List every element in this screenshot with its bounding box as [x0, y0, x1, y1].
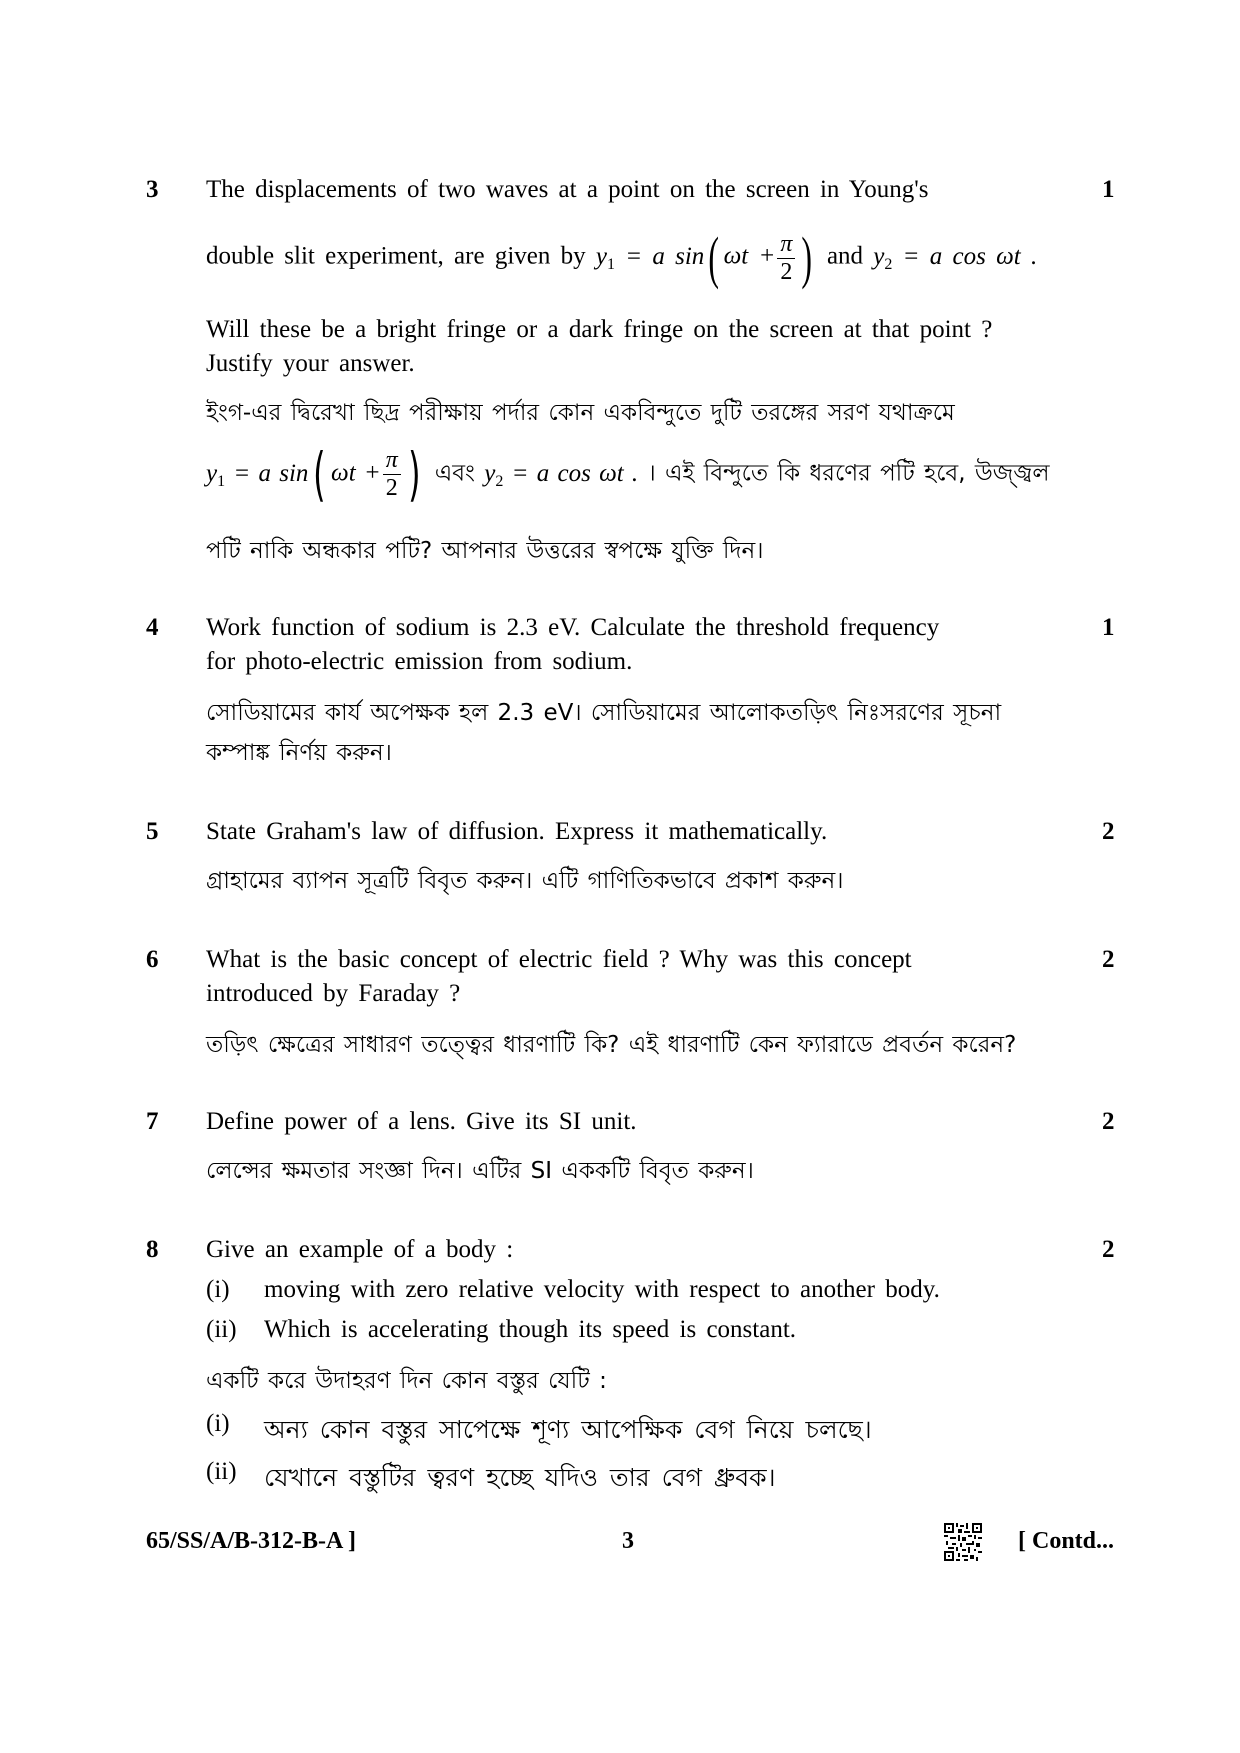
- sub-item-label: (ii): [206, 1458, 237, 1485]
- fraction-pi-over-2: $\frac{\pi}{2}$: [777, 231, 795, 286]
- question-marks: 2: [1102, 1108, 1115, 1135]
- equation-line-bn: $y_1 = a$ sin( ωt + $\frac{\pi}{2}$ ) এবং $y_2 = a$ cos ωt . । এই বিন্দুতে কি ধরণের পটি হবে, উজ্জ্বল: [206, 440, 1050, 508]
- question-number: 8: [146, 1236, 159, 1263]
- equation-line: double slit experiment, are given by $y_1 = a$ sin( ωt + $\frac{\pi}{2}$ ) and $y_2 = a$ cos ωt .: [206, 225, 1038, 290]
- sub-item-label: (i): [206, 1410, 230, 1437]
- question-text-bn: ইংগ-এর দ্বিরেখা ছিদ্র পরীক্ষায় পর্দার কোন একবিন্দুতে দুটি তরঙ্গের সরণ যথাক্রমে: [206, 400, 955, 426]
- question-marks: 1: [1102, 614, 1115, 641]
- question-text-bn: লেন্সের ক্ষমতার সংজ্ঞা দিন। এটির SI এককটি বিবৃত করুন।: [206, 1158, 754, 1184]
- equation-y2: $y_2 = a$ cos ωt .: [873, 242, 1038, 273]
- question-text-bn: গ্রাহামের ব্যাপন সূত্রটি বিবৃত করুন। এটি গাণিতিকভাবে প্রকাশ করুন।: [206, 868, 844, 894]
- question-text-en: Work function of sodium is 2.3 eV. Calculate the threshold frequency: [206, 614, 940, 641]
- sub-item-text: যেখানে বস্তুটির ত্বরণ হচ্ছে যদিও তার বেগ ধ্রুবক।: [264, 1463, 776, 1492]
- question-marks: 1: [1102, 176, 1115, 203]
- question-marks: 2: [1102, 1236, 1115, 1263]
- question-text-en: State Graham's law of diffusion. Express it mathematically.: [206, 818, 828, 845]
- question-number: 7: [146, 1108, 159, 1135]
- question-text-en: What is the basic concept of electric field ? Why was this concept: [206, 946, 912, 973]
- sub-item-label: (i): [206, 1276, 230, 1303]
- question-text-en: for photo-electric emission from sodium.: [206, 648, 633, 675]
- question-text-bn: তড়িৎ ক্ষেত্রের সাধারণ তত্ত্বের ধারণাটি কি? এই ধারণাটি কেন ফ্যারাডে প্রবর্তন করেন?: [206, 1032, 1017, 1058]
- question-marks: 2: [1102, 946, 1115, 973]
- question-text-en: Justify your answer.: [206, 350, 415, 377]
- sub-item-text: moving with zero relative velocity with respect to another body.: [264, 1276, 940, 1303]
- question-text-en: Will these be a bright fringe or a dark fringe on the screen at that point ?: [206, 316, 993, 343]
- question-marks: 2: [1102, 818, 1115, 845]
- paper-code: 65/SS/A/B-312-B-A ]: [146, 1528, 357, 1554]
- page-number: 3: [622, 1528, 634, 1554]
- equation-y1: $y_1 = a$ sin: [595, 242, 705, 273]
- question-number: 5: [146, 818, 159, 845]
- question-number: 4: [146, 614, 159, 641]
- sub-item-text: Which is accelerating though its speed is constant.: [264, 1316, 797, 1343]
- continued-label: [ Contd...: [1018, 1528, 1115, 1554]
- qr-code-icon: [944, 1523, 982, 1561]
- question-text-bn: সোডিয়ামের কার্য অপেক্ষক হল 2.3 eV। সোডিয়ামের আলোকতড়িৎ নিঃসরণের সূচনা: [206, 700, 1002, 726]
- question-text-bn: একটি করে উদাহরণ দিন কোন বস্তুর যেটি :: [206, 1368, 607, 1394]
- sub-item-label: (ii): [206, 1316, 237, 1343]
- question-text-bn: কম্পাঙ্ক নির্ণয় করুন।: [206, 740, 392, 766]
- question-number: 6: [146, 946, 159, 973]
- question-text-bn: পটি নাকি অন্ধকার পটি? আপনার উত্তরের স্বপক্ষে যুক্তি দিন।: [206, 538, 764, 564]
- question-text-en: introduced by Faraday ?: [206, 980, 461, 1007]
- sub-item-text: অন্য কোন বস্তুর সাপেক্ষে শূণ্য আপেক্ষিক বেগ নিয়ে চলছে।: [264, 1415, 872, 1444]
- question-text-en: Give an example of a body :: [206, 1236, 514, 1263]
- question-number: 3: [146, 176, 159, 203]
- question-text-en: Define power of a lens. Give its SI unit.: [206, 1108, 637, 1135]
- question-text-en: The displacements of two waves at a point on the screen in Young's: [206, 176, 929, 203]
